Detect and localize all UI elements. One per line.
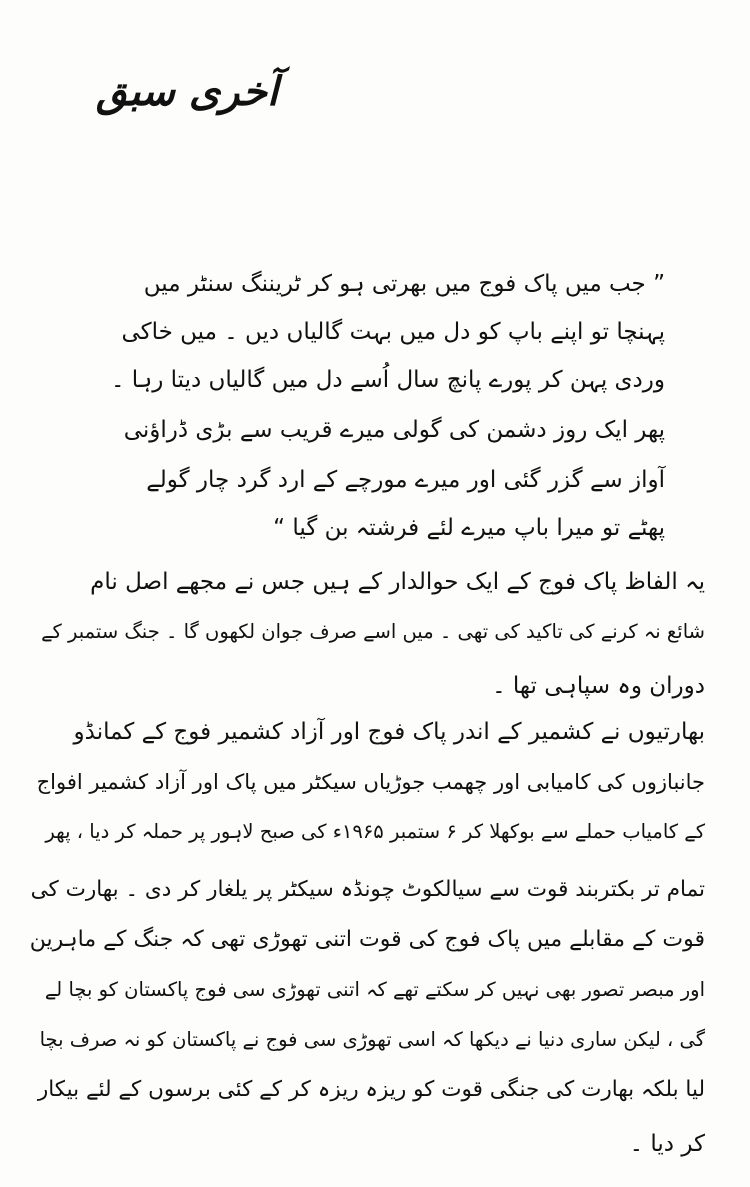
quote-line: پھٹے تو میرا باپ میرے لئے فرشتہ بن گیا “ <box>273 515 665 541</box>
body-line: کے کامیاب حملے سے بوکھلا کر ۶ ستمبر ۱۹۶۵ء کی صبح لاہور پر حملہ کر دیا ، پھر <box>45 820 705 843</box>
quote-line: پھر ایک روز دشمن کی گولی میرے قریب سے بڑی ڈراؤنی <box>123 417 665 443</box>
quote-line: ” جب میں پاک فوج میں بھرتی ہو کر ٹریننگ سنٹر میں <box>143 271 665 297</box>
body-line: قوت کے مقابلے میں پاک فوج کی قوت اتنی تھوڑی تھی کہ جنگ کے ماہرین <box>29 927 705 952</box>
body-line: کر دیا ۔ <box>629 1131 705 1157</box>
body-line: بھارتیوں نے کشمیر کے اندر پاک فوج اور آزاد کشمیر فوج کے کمانڈو <box>73 719 705 745</box>
body-line: گی ، لیکن ساری دنیا نے دیکھا کہ اسی تھوڑی سی فوج نے پاکستان کو نہ صرف بچا <box>39 1028 705 1051</box>
body-line: یہ الفاظ پاک فوج کے ایک حوالدار کے ہیں جس نے مجھے اصل نام <box>90 569 705 595</box>
chapter-title: آخری سبق <box>96 69 279 115</box>
quote-line: وردی پہن کر پورے پانچ سال اُسے دل میں گالیاں دیتا رہا ۔ <box>110 367 665 393</box>
body-line: دوران وہ سپاہی تھا ۔ <box>492 673 705 699</box>
quote-line: پہنچا تو اپنے باپ کو دل میں بہت گالیاں دیں ۔ میں خاکی <box>121 319 665 345</box>
body-line: شائع نہ کرنے کی تاکید کی تھی ۔ میں اسے صرف جوان لکھوں گا ۔ جنگ ستمبر کے <box>41 620 705 643</box>
body-line: اور مبصر تصور بھی نہیں کر سکتے تھے کہ اتنی تھوڑی سی فوج پاکستان کو بچا لے <box>44 978 705 1001</box>
body-line: لیا بلکہ بھارت کی جنگی قوت کو ریزہ ریزہ کر کے کئی برسوں کے لئے بیکار <box>37 1077 705 1102</box>
body-line: تمام تر بکتربند قوت سے سیالکوٹ چونڈہ سیکٹر پر یلغار کر دی ۔ بھارت کی <box>30 877 705 902</box>
quote-line: آواز سے گزر گئی اور میرے مورچے کے ارد گرد چار گولے <box>146 467 665 493</box>
body-line: جانبازوں کی کامیابی اور چھمب جوڑیاں سیکٹر میں پاک اور آزاد کشمیر افواج <box>36 770 705 794</box>
